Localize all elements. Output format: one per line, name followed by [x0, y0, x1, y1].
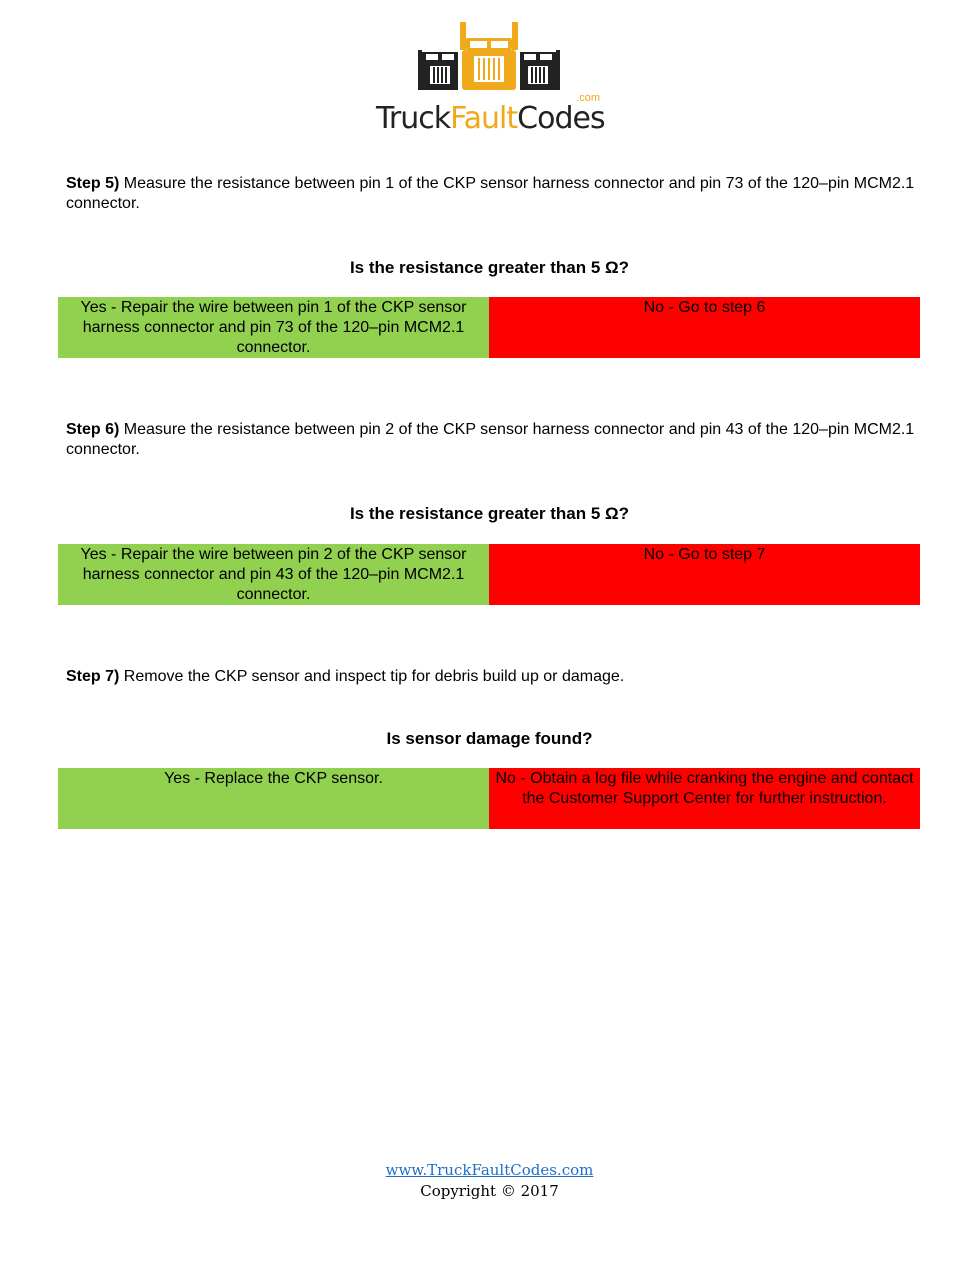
- step-6-text: Measure the resistance between pin 2 of the CKP sensor harness connector and pin 43 of the 120–pin MCM2.1 connector.: [66, 421, 915, 458]
- step-7-text: Remove the CKP sensor and inspect tip for debris build up or damage.: [119, 668, 625, 685]
- step-6-yes-cell: Yes - Repair the wire between pin 2 of the CKP sensor harness connector and pin 43 of the 120–pin MCM2.1 connector.: [58, 544, 489, 605]
- logo-word-codes: Codes: [517, 101, 605, 136]
- step-7-instruction: [66, 667, 916, 687]
- step-5-label: Step 5): [66, 175, 120, 192]
- logo-word-truck: Truck: [376, 101, 451, 136]
- step-5-answer-row: [58, 297, 920, 358]
- step-5-text: Measure the resistance between pin 1 of the CKP sensor harness connector and pin 73 of the 120–pin MCM2.1 connector.: [66, 175, 915, 212]
- step-7-label: Step 7): [66, 668, 120, 685]
- truck-icon: [416, 20, 562, 100]
- step-7-answer-row: [58, 768, 920, 829]
- step-6-no-cell: No - Go to step 7: [489, 544, 920, 605]
- footer-copyright: Copyright © 2017: [420, 1182, 559, 1200]
- step-5-yes-cell: Yes - Repair the wire between pin 1 of the CKP sensor harness connector and pin 73 of the 120–pin MCM2.1 connector.: [58, 297, 489, 358]
- step-6-answer-row: [58, 544, 920, 605]
- step-7-no-cell: No - Obtain a log file while cranking the engine and contact the Customer Support Center for further instruction.: [489, 768, 920, 829]
- step-7-yes-cell: Yes - Replace the CKP sensor.: [58, 768, 489, 829]
- footer: [0, 1160, 979, 1202]
- site-logo: [376, 20, 605, 136]
- logo-word-fault: Fault: [450, 101, 518, 136]
- footer-website-link[interactable]: www.TruckFaultCodes.com: [385, 1161, 594, 1179]
- step-5-question: Is the resistance greater than 5 Ω?: [349, 258, 630, 277]
- step-5-instruction: [66, 174, 916, 214]
- step-6-instruction: [66, 420, 916, 460]
- step-7-question: Is sensor damage found?: [386, 729, 593, 748]
- step-6-label: Step 6): [66, 421, 120, 438]
- logo-domain-suffix: .com: [576, 92, 600, 104]
- logo-wordmark: [376, 101, 605, 136]
- step-6-question: Is the resistance greater than 5 Ω?: [349, 504, 630, 523]
- step-5-no-cell: No - Go to step 6: [489, 297, 920, 358]
